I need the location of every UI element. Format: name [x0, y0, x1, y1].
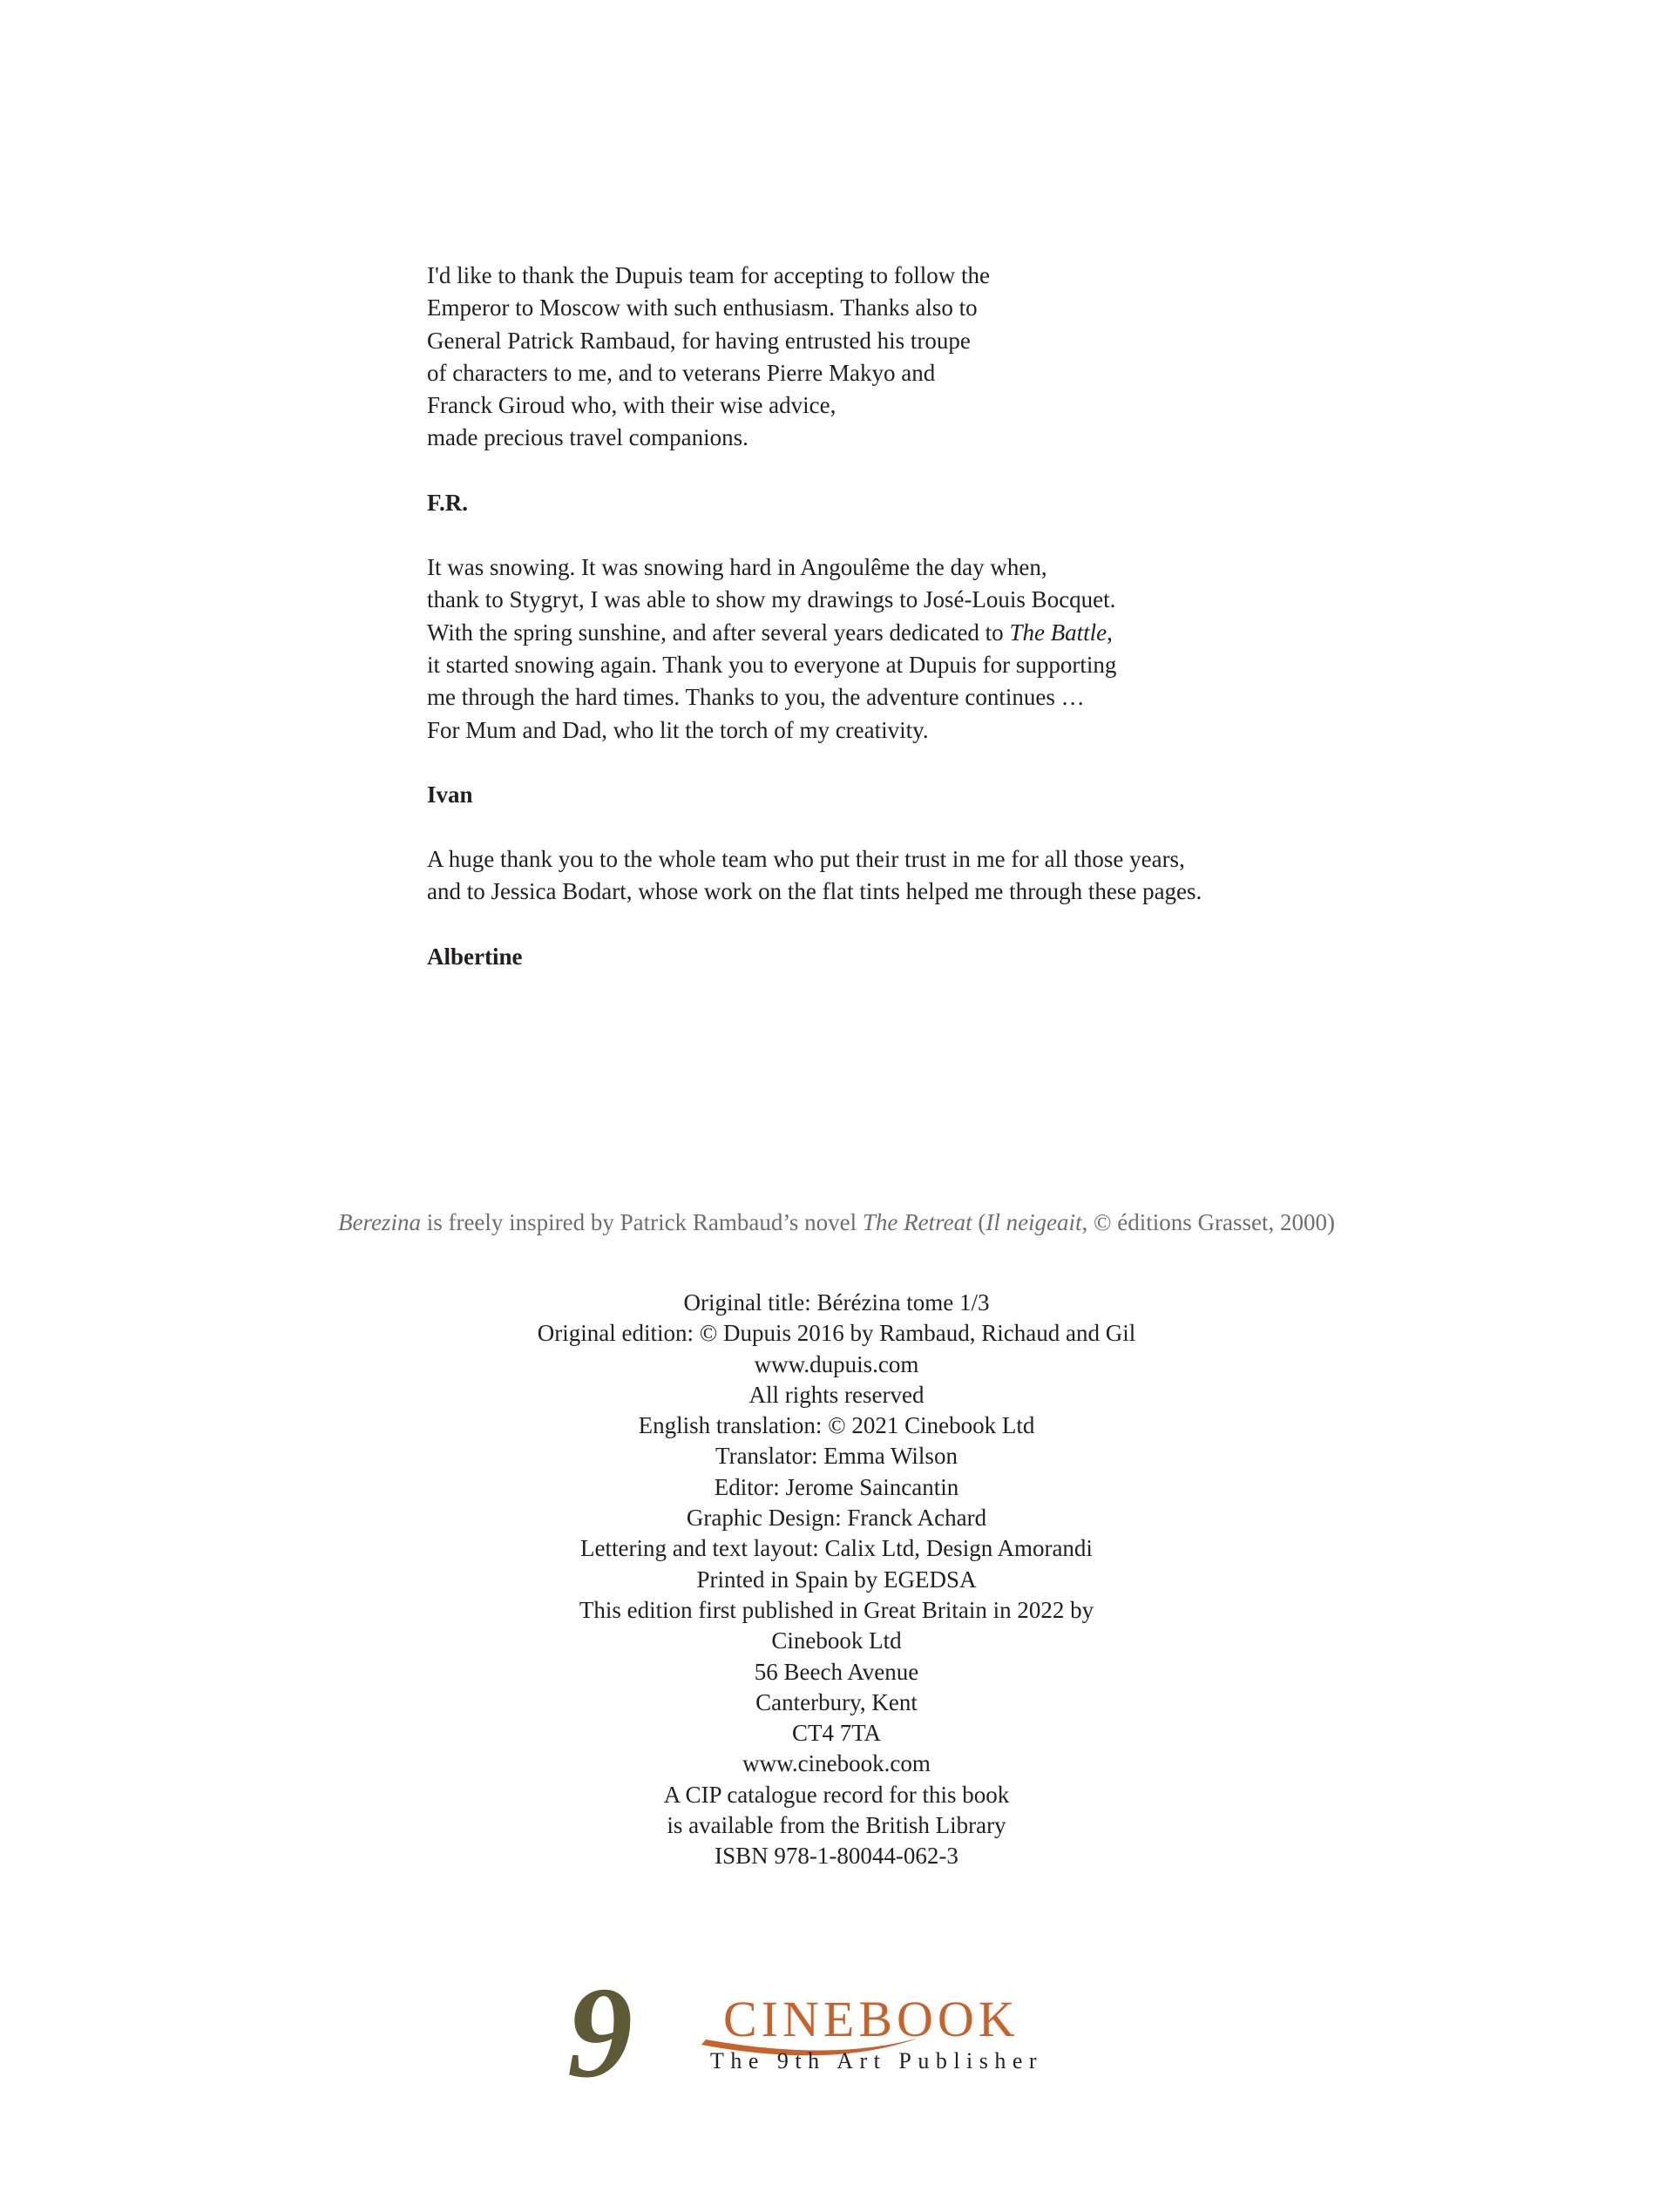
credit-line: 56 Beech Avenue	[754, 1658, 919, 1685]
credit-line: Graphic Design: Franck Achard	[686, 1505, 987, 1532]
credit-line: ISBN 978-1-80044-062-3	[715, 1843, 958, 1870]
credit-line: English translation: © 2021 Cinebook Ltd	[638, 1412, 1035, 1439]
text-segment: , © éditions Grasset, 2000)	[1081, 1209, 1336, 1235]
text-segment: is freely inspired by Patrick Rambaud’s novel	[420, 1209, 863, 1235]
text-segment: ,	[1107, 619, 1113, 646]
text-line: Franck Giroud who, with their wise advice,	[427, 392, 836, 419]
brand-name: CINEBOOK	[723, 1991, 1019, 2047]
credit-line: www.dupuis.com	[754, 1350, 919, 1377]
text-line: For Mum and Dad, who lit the torch of my creativity.	[427, 716, 929, 743]
albertine-acknowledgement-paragraph	[427, 843, 1429, 909]
emblem-superscript: th	[651, 2004, 677, 2040]
credit-line: Lettering and text layout: Calix Ltd, Design Amorandi	[580, 1535, 1093, 1562]
text-line: it started snowing again. Thank you to everyone at Dupuis for supporting	[427, 651, 1117, 678]
text-line: me through the hard times. Thanks to you, the adventure continues …	[427, 684, 1085, 711]
text-line: General Patrick Rambaud, for having entrusted his troupe	[427, 327, 971, 354]
cinebook-logo	[567, 1960, 1094, 2105]
credit-line: All rights reserved	[748, 1381, 925, 1408]
battle-title: The Battle	[1009, 619, 1107, 646]
text-line: of characters to me, and to veterans Pierre Makyo and	[427, 359, 936, 386]
credit-line: CT4 7TA	[791, 1720, 882, 1747]
ninth-art-emblem	[567, 1960, 723, 2105]
credit-line: is available from the British Library	[667, 1812, 1006, 1839]
ivan-acknowledgement-paragraph	[427, 551, 1429, 747]
credit-line: Cinebook Ltd	[771, 1627, 902, 1654]
emblem-numeral: 9	[567, 1960, 633, 2105]
fr-signature: F.R.	[427, 489, 469, 516]
acknowledgements-section	[427, 260, 1429, 973]
credit-line: This edition first published in Great Britain in 2022 by	[579, 1596, 1094, 1623]
credit-line: www.cinebook.com	[742, 1750, 931, 1777]
text-line: and to Jessica Bodart, whose work on the flat tints helped me through these pages.	[427, 878, 1202, 905]
credit-line: Editor: Jerome Saincantin	[714, 1473, 959, 1500]
credit-line: A CIP catalogue record for this book	[663, 1781, 1010, 1808]
credit-line: Translator: Emma Wilson	[715, 1443, 958, 1470]
text-line: I'd like to thank the Dupuis team for accepting to follow the	[427, 262, 990, 288]
text-line: It was snowing. It was snowing hard in Angoulême the day when,	[427, 554, 1047, 581]
inspiration-note	[0, 1207, 1673, 1239]
credit-line: Canterbury, Kent	[755, 1688, 918, 1715]
ivan-signature: Ivan	[427, 781, 473, 808]
text-line: made precious travel companions.	[427, 424, 748, 451]
text-line	[427, 617, 1429, 649]
publication-credits	[0, 1288, 1673, 1872]
albertine-signature: Albertine	[427, 943, 523, 970]
work-title: Berezina	[337, 1209, 421, 1235]
brand-tagline: The 9th Art Publisher	[710, 2048, 1044, 2073]
credit-line: Original title: Bérézina tome 1/3	[683, 1289, 990, 1316]
text-line: A huge thank you to the whole team who put their trust in me for all those years,	[427, 846, 1185, 873]
text-segment: With the spring sunshine, and after several years dedicated to	[427, 619, 1010, 646]
original-novel-title: Il neigeait	[986, 1209, 1082, 1235]
credit-line: Original edition: © Dupuis 2016 by Rambaud, Richaud and Gil	[537, 1320, 1136, 1347]
text-segment: (	[972, 1209, 986, 1235]
text-line: thank to Stygryt, I was able to show my drawings to José-Louis Bocquet.	[427, 586, 1116, 613]
fr-acknowledgement-paragraph	[427, 260, 1429, 455]
credit-line: Printed in Spain by EGEDSA	[696, 1566, 977, 1593]
novel-title: The Retreat	[862, 1209, 972, 1235]
text-line: Emperor to Moscow with such enthusiasm. Thanks also to	[427, 294, 978, 321]
